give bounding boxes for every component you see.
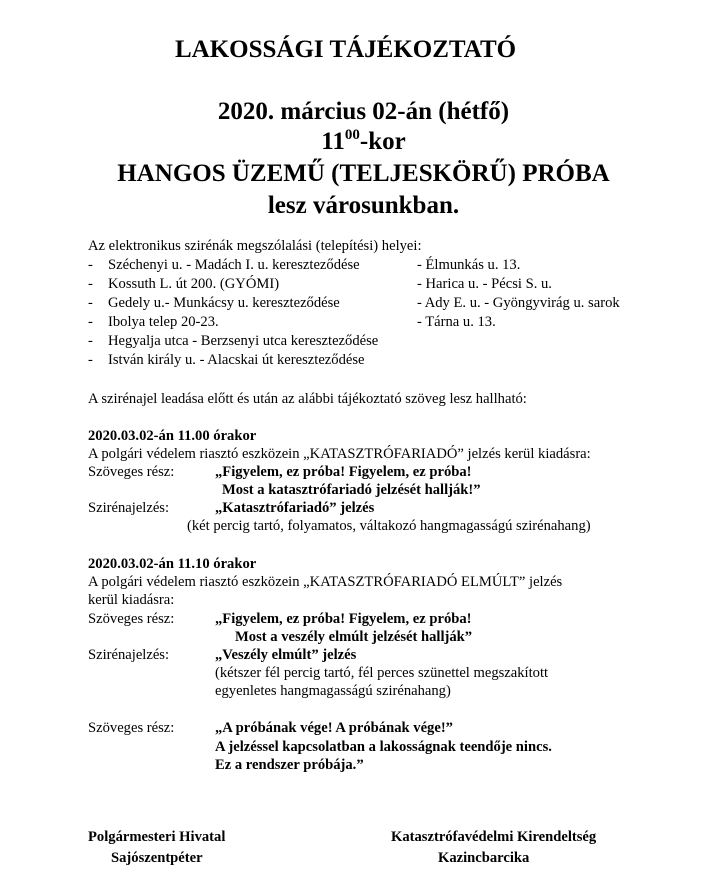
- bullet: -: [88, 333, 93, 349]
- block2-siren-note-cont: egyenletes hangmagasságú szirénahang): [215, 683, 451, 699]
- block1-heading: 2020.03.02-án 11.00 órakor: [88, 428, 257, 444]
- block3-line3: Ez a rendszer próbája.”: [215, 757, 364, 773]
- bullet: -: [88, 257, 93, 273]
- block2-text-line2: Most a veszély elmúlt jelzését hallják”: [235, 629, 473, 645]
- location-item: - Ady E. u. - Gyöngyvirág u. sarok: [417, 295, 620, 311]
- block1-description: A polgári védelem riasztó eszközein „KATASZTRÓFARIADÓ” jelzés kerül kiadásra:: [88, 446, 591, 462]
- signature-right-line2: Kazincbarcika: [438, 850, 530, 866]
- event-date: 2020. március 02-án (hétfő): [217, 98, 510, 125]
- block2-text-label: Szöveges rész:: [88, 611, 175, 627]
- block2-siren-label: Szirénajelzés:: [88, 647, 170, 663]
- bullet: -: [88, 352, 93, 368]
- block2-description: A polgári védelem riasztó eszközein „KATASZTRÓFARIADÓ ELMÚLT” jelzés: [88, 574, 563, 590]
- location-item: István király u. - Alacskai út kereszteződése: [108, 352, 365, 368]
- locations-intro: Az elektronikus szirénák megszólalási (telepítési) helyei:: [88, 238, 422, 254]
- event-time: $11^{00}$-kor: [321, 127, 406, 155]
- block2-heading: 2020.03.02-án 11.10 órakor: [88, 556, 257, 572]
- location-item: Gedely u.- Munkácsy u. kereszteződése: [108, 295, 340, 311]
- location-item: Széchenyi u. - Madách I. u. kereszteződése: [108, 257, 360, 273]
- location-item: Hegyalja utca - Berzsenyi utca kereszteződése: [108, 333, 379, 349]
- bullet: -: [88, 314, 93, 330]
- signature-left-line2: Sajószentpéter: [111, 850, 203, 866]
- block1-siren-label: Szirénajelzés:: [88, 500, 170, 516]
- event-subheadline: lesz városunkban.: [267, 192, 460, 219]
- location-item: - Tárna u. 13.: [417, 314, 496, 330]
- bullet: -: [88, 295, 93, 311]
- block3-text-label: Szöveges rész:: [88, 720, 175, 736]
- block2-siren-note: (kétszer fél percig tartó, fél perces szünettel megszakított: [215, 665, 549, 681]
- location-item: - Élmunkás u. 13.: [417, 257, 521, 273]
- block2-description-cont: kerül kiadásra:: [88, 592, 175, 608]
- block1-text-line2: Most a katasztrófariadó jelzését hallják!”: [222, 482, 481, 498]
- block2-siren-value: „Veszély elmúlt” jelzés: [215, 647, 357, 663]
- location-item: - Harica u. - Pécsi S. u.: [417, 276, 552, 292]
- document-title: LAKOSSÁGI TÁJÉKOZTATÓ: [175, 36, 517, 63]
- event-headline: HANGOS ÜZEMŰ (TELJESKÖRŰ) PRÓBA: [117, 160, 610, 187]
- block1-text-line1: „Figyelem, ez próba! Figyelem, ez próba!: [215, 464, 472, 480]
- block1-text-label: Szöveges rész:: [88, 464, 175, 480]
- bullet: -: [88, 276, 93, 292]
- block1-siren-note: (két percig tartó, folyamatos, váltakozó hangmagasságú szirénahang): [187, 518, 591, 534]
- location-item: Ibolya telep 20-23.: [108, 314, 219, 330]
- signature-right-line1: Katasztrófavédelmi Kirendeltség: [391, 829, 597, 845]
- signature-left-line1: Polgármesteri Hivatal: [88, 829, 226, 845]
- block2-text-line1: „Figyelem, ez próba! Figyelem, ez próba!: [215, 611, 472, 627]
- notice-intro: A szirénajel leadása előtt és után az alábbi tájékoztató szöveg lesz hallható:: [88, 391, 527, 407]
- block3-line1: „A próbának vége! A próbának vége!”: [215, 720, 453, 736]
- block1-siren-value: „Katasztrófariadó” jelzés: [215, 500, 375, 516]
- location-item: Kossuth L. út 200. (GYÓMI): [108, 276, 280, 292]
- block3-line2: A jelzéssel kapcsolatban a lakosságnak teendője nincs.: [215, 739, 552, 755]
